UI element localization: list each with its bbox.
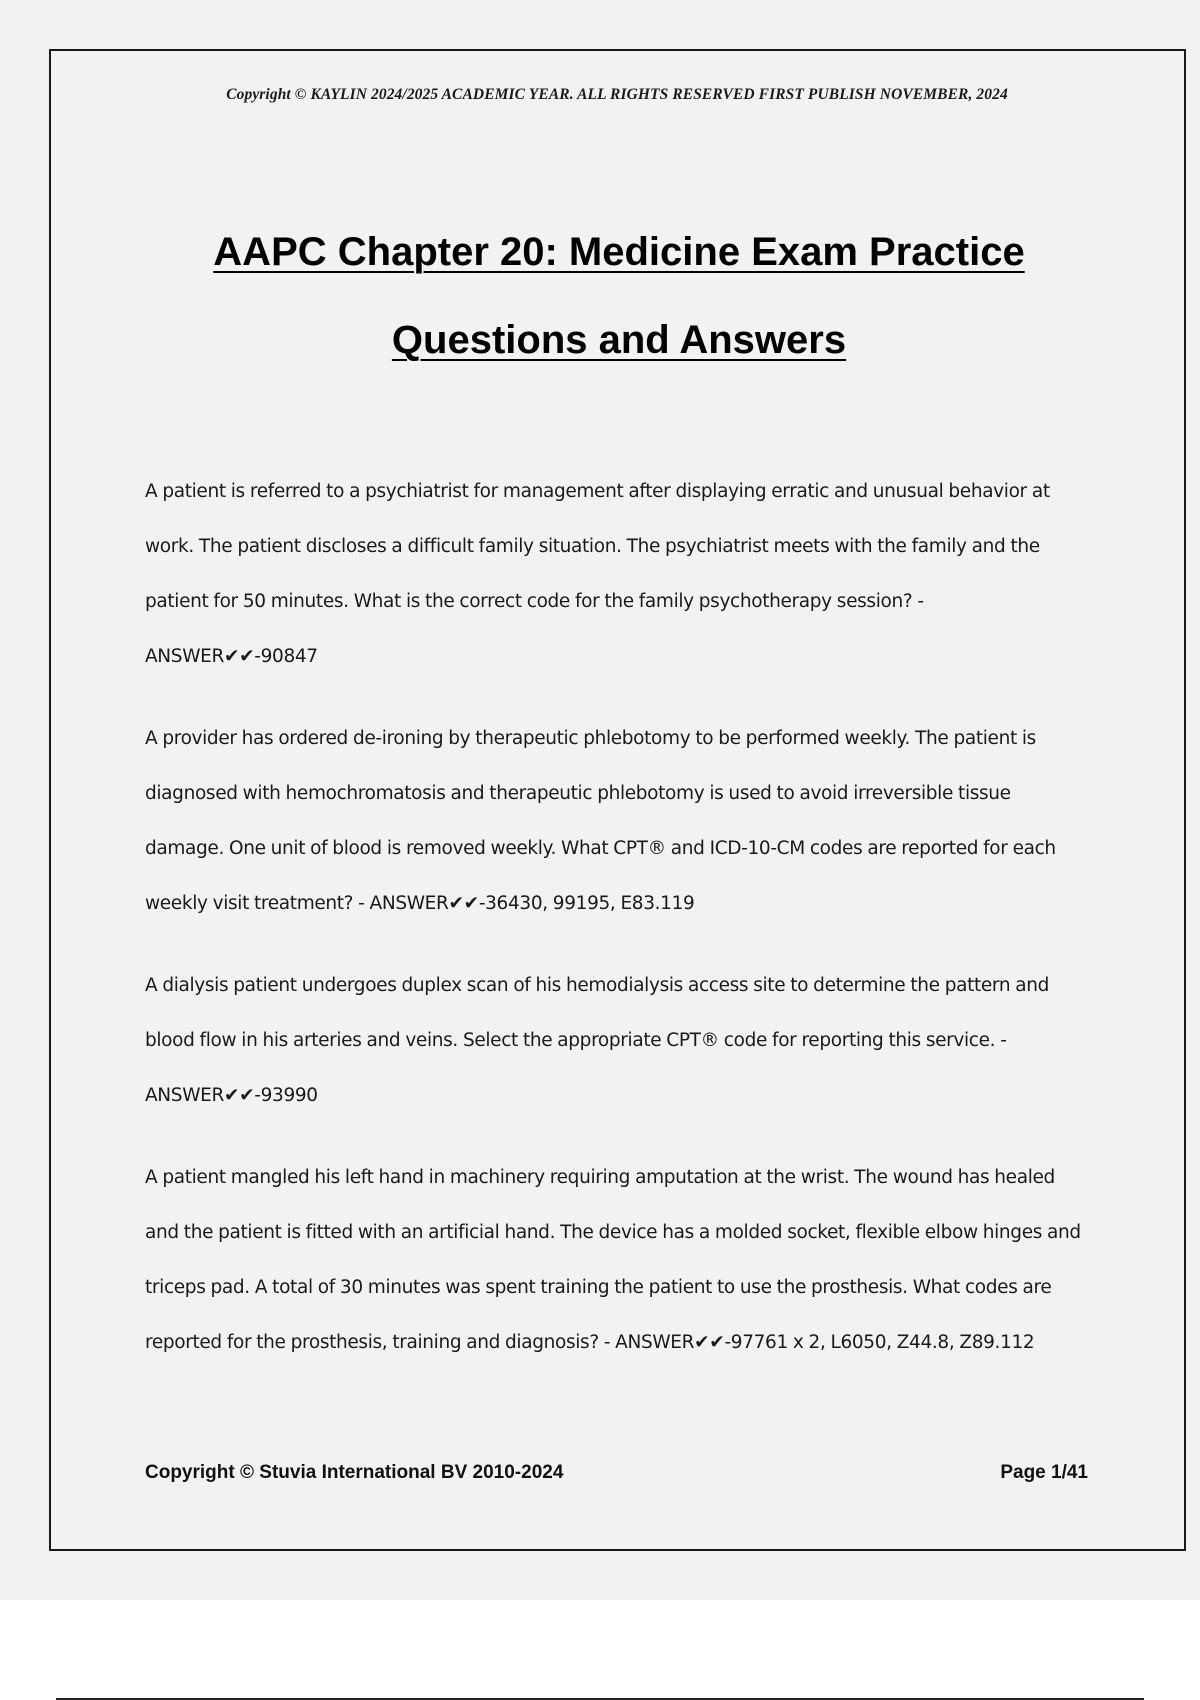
question-answer-2: A provider has ordered de-ironing by therapeutic phlebotomy to be performed weekly. The patient is diagnosed with hemochromatosis and therapeutic phlebotomy is used to avoid irreversible tissue damage. One unit of blood is removed weekly. What CPT® and ICD-10-CM codes are reported for each weekly visit treatment? - ANSWER✔✔-36430, 99195, E83.119 — [145, 728, 1056, 914]
question-answer-3: A dialysis patient undergoes duplex scan of his hemodialysis access site to determine the pattern and blood flow in his arteries and veins. Select the appropriate CPT® code for reporting this service. - ANSWER✔✔-93990 — [145, 975, 1050, 1106]
page-number: Page 1/41 — [1000, 1462, 1088, 1483]
question-answer-4: A patient mangled his left hand in machinery requiring amputation at the wrist. The wound has healed and the patient is fitted with an artificial hand. The device has a molded socket, flexible elbow hinges and triceps pad. A total of 30 minutes was spent training the patient to use the prosthesis. What codes are reported for the prosthesis, training and diagnosis? - ANSWER✔✔-97761 x 2, L6050, Z44.8, Z89.112 — [145, 1167, 1081, 1353]
title-line-2: Questions and Answers — [391, 318, 847, 362]
footer-copyright: Copyright © Stuvia International BV 2010-2024 — [145, 1462, 564, 1483]
question-list — [145, 464, 1085, 1397]
question-answer-1: A patient is referred to a psychiatrist for management after displaying erratic and unusual behavior at work. The patient discloses a difficult family situation. The psychiatrist meets with the family and the patient for 50 minutes. What is the correct code for the family psychotherapy session? - ANSWER✔✔-90847 — [145, 481, 1050, 667]
title-line-1: AAPC Chapter 20: Medicine Exam Practice — [213, 230, 1025, 274]
header-copyright: Copyright © KAYLIN 2024/2025 ACADEMIC YEAR. ALL RIGHTS RESERVED FIRST PUBLISH NOVEMBER, 2024 — [226, 86, 1008, 103]
document-title — [140, 208, 1098, 384]
